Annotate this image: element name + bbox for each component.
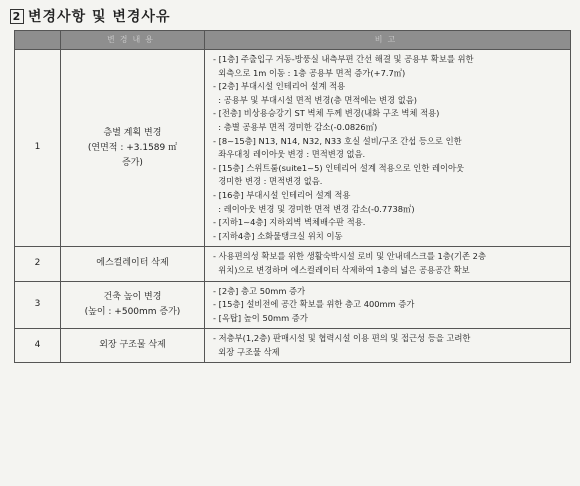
header-remarks: 비고 [205, 31, 571, 50]
remark-line: - [1층] 주출입구 거동-방풍실 내측부편 간선 해결 및 공용부 확보를 위한 [213, 54, 474, 64]
header-content: 변경내용 [61, 31, 205, 50]
remark-line: : 공용부 및 부대시설 면적 변경(층 면적에는 변경 없음) [213, 94, 417, 105]
changes-table [14, 30, 571, 363]
change-remarks [205, 329, 571, 363]
change-content [61, 50, 205, 247]
content-line: (높이 : +500mm 증가) [84, 306, 181, 317]
remark-line: 경미한 변경 : 면적변경 없음. [213, 176, 323, 187]
section-title: 변경사항 및 변경사유 [28, 9, 171, 25]
content-line: 층별 계획 변경 [103, 127, 162, 138]
remark-line: : 층별 공용부 면적 경미한 감소(-0.0826㎡) [213, 121, 378, 132]
table-row [15, 50, 571, 247]
row-number: 3 [15, 281, 61, 329]
remark-line: - [2층] 층고 50mm 증가 [213, 285, 306, 296]
remark-line: - [15층] 설비전에 공간 확보를 위한 층고 400mm 증가 [213, 299, 415, 310]
table-header-row [15, 31, 571, 50]
change-content [61, 329, 205, 363]
remark-line: - [16층] 부대시설 인테리어 설계 적용 [213, 189, 351, 200]
row-number: 4 [15, 329, 61, 363]
content-line: (연면적 : +3.1589 ㎡ [87, 142, 178, 153]
remark-line: - [옥탑] 높이 50mm 증가 [213, 312, 308, 323]
remark-line: - [지하4층] 소화물탱크실 위치 이동 [213, 230, 343, 241]
remark-line: 외측으로 1m 이동 : 1층 공용부 면적 증가(+7.7㎡) [213, 67, 406, 78]
change-remarks [205, 247, 571, 281]
remark-line: 좌우대칭 레이아웃 변경 : 면적변경 없음. [213, 149, 366, 160]
row-number: 2 [15, 247, 61, 281]
content-line: 외장 구조물 삭제 [99, 340, 166, 351]
remark-line: - [15층] 스위트룸(suite1~5) 인테리어 설계 적용으로 인한 레이아웃 [213, 162, 465, 173]
remark-line: - [2층] 부대시설 인테리어 설계 적용 [213, 81, 346, 92]
remark-line: - [지하1~4층] 지하외벽 벽체배수판 적용. [213, 217, 366, 228]
content-line: 건축 높이 변경 [103, 291, 162, 302]
change-content [61, 247, 205, 281]
row-number: 1 [15, 50, 61, 247]
table-row [15, 329, 571, 363]
table-row [15, 247, 571, 281]
remark-line: - 사용편의성 확보를 위한 생활숙박시설 로비 및 안내데스크를 1층(기존 2층 [213, 251, 486, 262]
change-remarks [205, 281, 571, 329]
change-content [61, 281, 205, 329]
remark-line: : 레이아웃 변경 및 경미한 면적 변경 감소(-0.7738㎡) [213, 203, 415, 214]
remark-line: 위치)으로 변경하며 에스컬레이터 삭제하여 1층의 넓은 공용공간 확보 [213, 264, 470, 275]
section-heading [10, 6, 170, 26]
remark-line: - [8~15층] N13, N14, N32, N33 호실 설비/구조 간섭 등으로 인한 [213, 135, 462, 146]
table-row [15, 281, 571, 329]
content-line: 에스컬레이터 삭제 [96, 258, 169, 269]
change-remarks [205, 50, 571, 247]
remark-line: 외장 구조물 삭제 [213, 346, 280, 357]
remark-line: - 저층부(1,2층) 판매시설 및 협력시설 이용 편의 및 접근성 등을 고려한 [213, 333, 471, 344]
section-number: 2 [10, 9, 24, 24]
remark-line: - [전층] 비상용승강기 ST 벽체 두께 변경(내화 구조 벽체 적용) [213, 108, 440, 119]
content-line: 증가) [122, 157, 143, 168]
header-blank [15, 31, 61, 50]
